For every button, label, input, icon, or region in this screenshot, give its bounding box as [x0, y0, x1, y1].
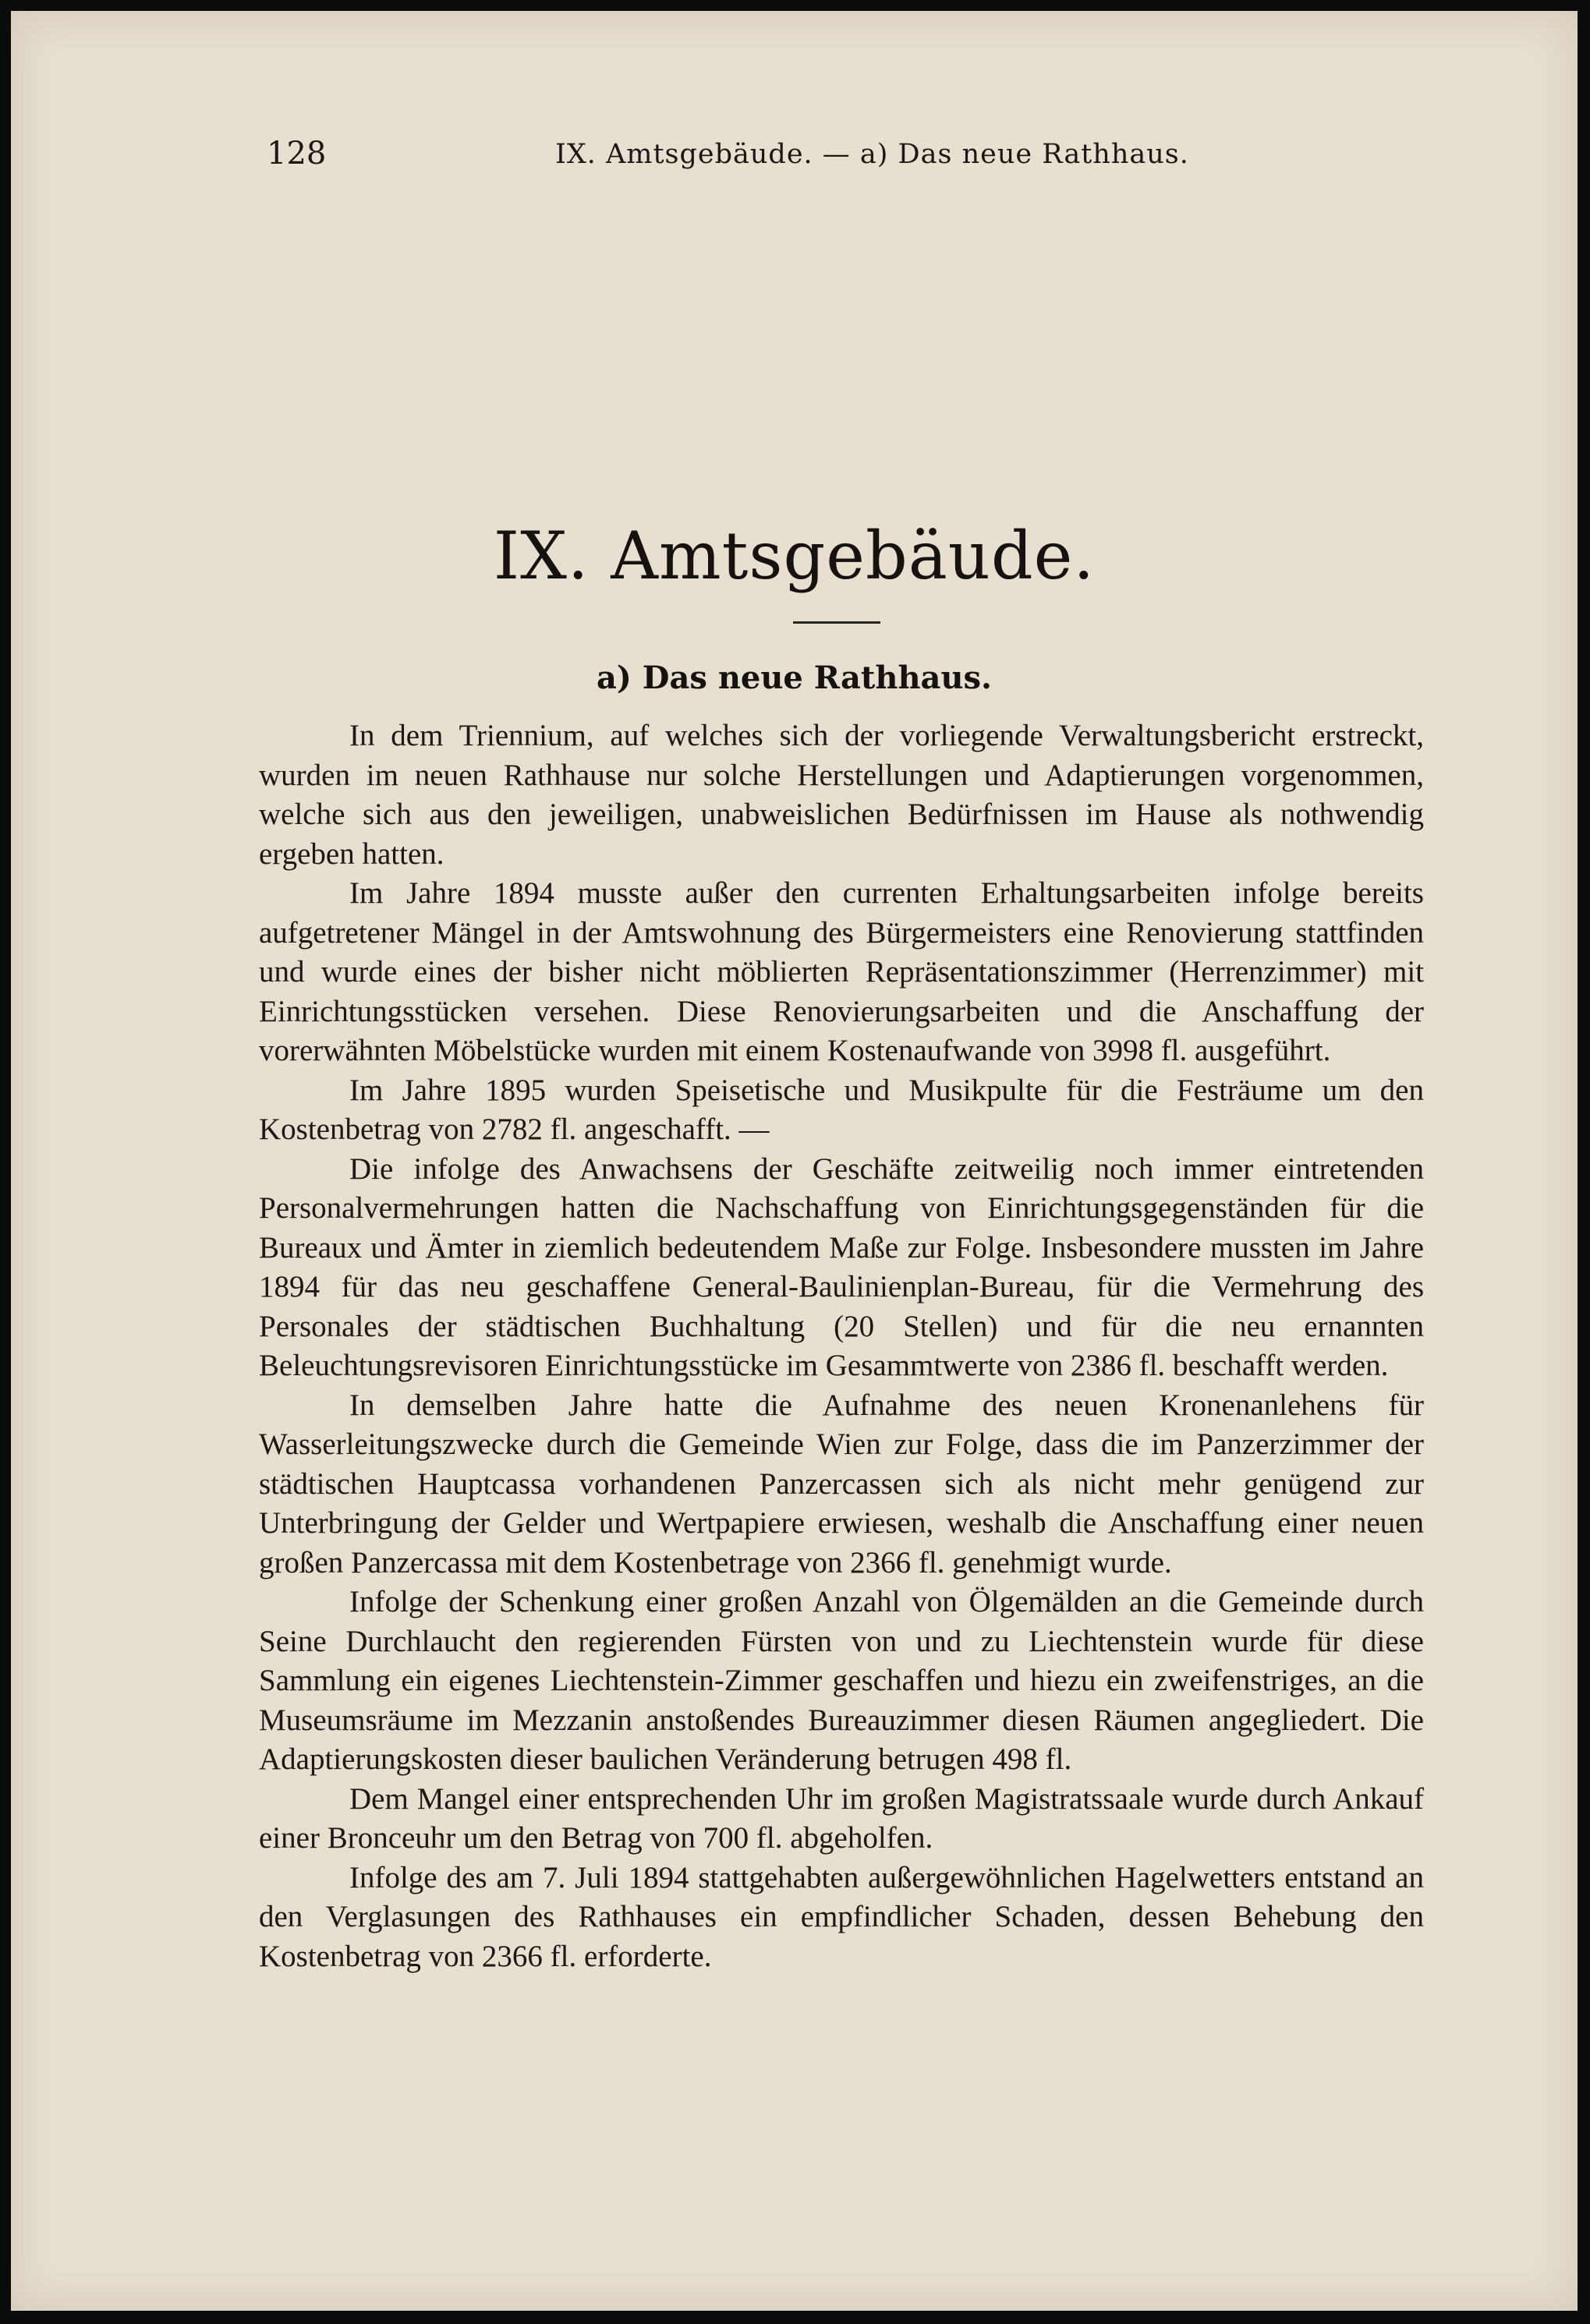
- title-divider: [793, 621, 880, 624]
- book-page: [11, 11, 1578, 2311]
- chapter-title: IX. Amtsgebäude.: [493, 518, 1096, 594]
- page-number: 128: [267, 136, 327, 172]
- paragraph: Im Jahre 1895 wurden Speisetische und Musikpulte für die Festräume um den Kostenbetrag von 2782 fl. angeschafft. —: [259, 1073, 1424, 1146]
- paragraph: In dem Triennium, auf welches sich der vorliegende Verwaltungsbericht erstreckt, wurden im neuen Rathhause nur solche Herstellungen und Adaptierungen vorgenommen, welche sich aus den jeweiligen, unabweislichen Bedürfnissen im Hause als nothwendig ergeben hatten.: [259, 719, 1424, 871]
- paragraph: Die infolge des Anwachsens der Geschäfte zeitweilig noch immer eintretenden Personalvermehrungen hatten die Nachschaffung von Einrichtungsgegenständen für die Bureaux und Ämter in ziemlich bedeutendem Maße zur Folge. Insbesondere mussten im Jahre 1894 für das neu geschaffene General-Baulinienplan-Bureau, für die Vermehrung des Personales der städtischen Buchhaltung (20 Stellen) und für die neu ernannten Beleuchtungsrevisoren Einrichtungsstücke im Gesammtwerte von 2386 fl. beschafft werden.: [259, 1151, 1424, 1382]
- paragraph: Infolge des am 7. Juli 1894 stattgehabten außergewöhnlichen Hagelwetters entstand an den Verglasungen des Rathhauses ein empfindlicher Schaden, dessen Behebung den Kostenbetrag von 2366 fl. erforderte.: [259, 1860, 1424, 1973]
- paragraph: Dem Mangel einer entsprechenden Uhr im großen Magistratssaale wurde durch Ankauf einer Bronceuhr um den Betrag von 700 fl. abgeholfen.: [259, 1781, 1424, 1855]
- paragraph: Im Jahre 1894 musste außer den currenten Erhaltungsarbeiten infolge bereits aufgetretener Mängel in der Amtswohnung des Bürgermeisters eine Renovierung stattfinden und wurde eines der bisher nicht möblierten Repräsentationszimmer (Herrenzimmer) mit Einrichtungsstücken versehen. Diese Renovierungsarbeiten und die Anschaffung der vorerwähnten Möbelstücke wurden mit einem Kostenaufwande von 3998 fl. ausgeführt.: [259, 876, 1424, 1067]
- paragraph: In demselben Jahre hatte die Aufnahme des neuen Kronenanlehens für Wasserleitungszwecke durch die Gemeinde Wien zur Folge, dass die im Panzerzimmer der städtischen Hauptcassa vorhandenen Panzercassen sich als nicht mehr genügend zur Unterbringung der Gelder und Wertpapiere erwiesen, weshalb die Anschaffung einer neuen großen Panzercassa mit dem Kostenbetrage von 2366 fl. genehmigt wurde.: [259, 1388, 1424, 1579]
- body-text: [259, 716, 1424, 1976]
- running-head-title: IX. Amtsgebäude. — a) Das neue Rathhaus.: [555, 139, 1189, 170]
- paragraph: Infolge der Schenkung einer großen Anzahl von Ölgemälden an die Gemeinde durch Seine Durchlaucht den regierenden Fürsten von und zu Liechtenstein wurde für diese Sammlung ein eigenes Liechtenstein-Zimmer geschaffen und hiezu ein zweifenstriges, an die Museumsräume im Mezzanin anstoßendes Bureauzimmer diesen Räumen angegliedert. Die Adaptierungskosten dieser baulichen Veränderung betrugen 498 fl.: [259, 1585, 1424, 1776]
- section-title: a) Das neue Rathhaus.: [597, 660, 992, 696]
- running-head: [259, 128, 1429, 182]
